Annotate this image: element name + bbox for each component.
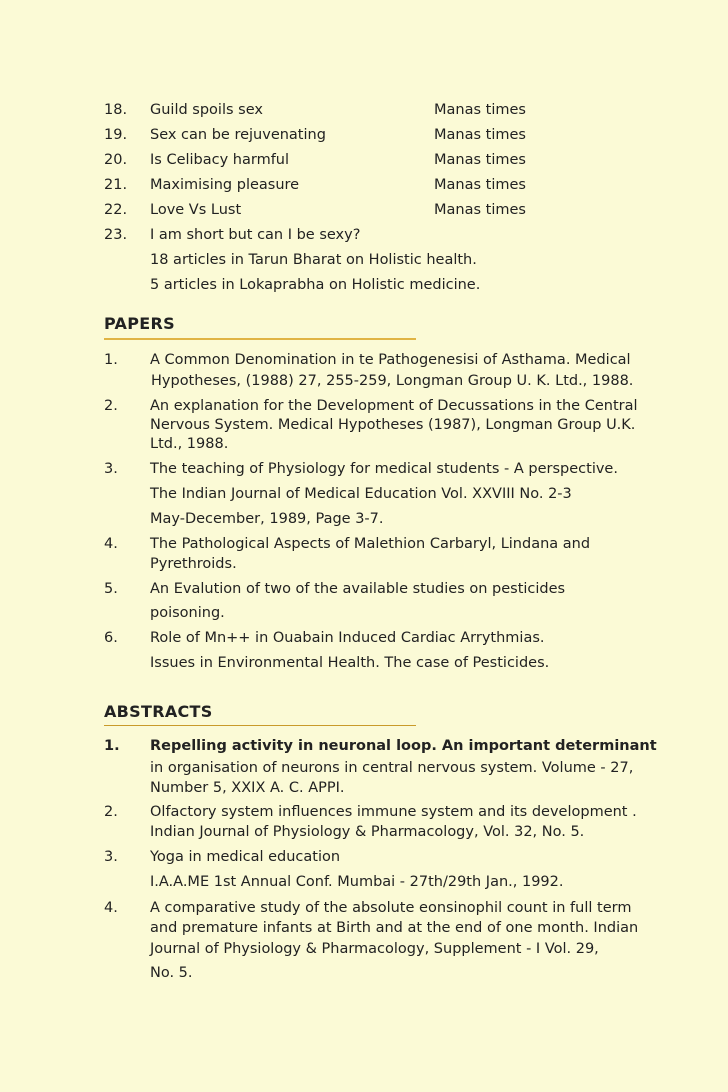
article-item: [0, 98, 728, 123]
paper-text: The Pathological Aspects of Malethion Carbaryl, Lindana and: [150, 536, 591, 552]
article-source: Manas times: [434, 202, 526, 218]
abstracts-divider: [104, 725, 416, 726]
article-title: Guild spoils sex: [150, 102, 263, 118]
article-note: [0, 273, 728, 298]
item-number: 2.: [104, 804, 118, 820]
item-number: 4.: [104, 536, 118, 552]
abstract-text: Journal of Physiology & Pharmacology, Supplement - I Vol. 29,: [150, 941, 599, 957]
papers-heading: PAPERS: [104, 314, 175, 333]
paper-item-continued: [0, 651, 728, 676]
article-title: Love Vs Lust: [150, 202, 242, 218]
item-number: 19.: [104, 127, 128, 143]
paper-text: A Common Denomination in te Pathogenesisi of Asthama. Medical: [150, 352, 631, 368]
abstract-item-continued: [0, 820, 728, 845]
item-number: 22.: [104, 202, 128, 218]
article-item: [0, 198, 728, 223]
abstract-text: in organisation of neurons in central nervous system. Volume - 27,: [150, 760, 634, 776]
paper-item-continued: [0, 369, 728, 394]
paper-item: [0, 626, 728, 651]
paper-item-continued: [0, 482, 728, 507]
article-item: [0, 148, 728, 173]
item-number: 1.: [104, 352, 118, 368]
abstract-text: Olfactory system influences immune system and its development .: [150, 804, 637, 820]
abstract-item-continued: [0, 937, 728, 962]
article-title: Is Celibacy harmful: [150, 152, 290, 168]
item-number: 20.: [104, 152, 128, 168]
abstract-text: I.A.A.ME 1st Annual Conf. Mumbai - 27th/29th Jan., 1992.: [150, 874, 564, 890]
paper-text: An Evalution of two of the available studies on pesticides: [150, 581, 566, 597]
paper-item-continued: [0, 552, 728, 577]
abstract-text: No. 5.: [150, 965, 193, 981]
item-number: 21.: [104, 177, 128, 193]
item-number: 1.: [104, 738, 120, 754]
paper-text: Issues in Environmental Health. The case of Pesticides.: [150, 655, 550, 671]
papers-divider: [104, 338, 416, 340]
item-number: 23.: [104, 227, 128, 243]
abstract-text: Number 5, XXIX A. C. APPI.: [150, 780, 345, 796]
item-number: 4.: [104, 900, 118, 916]
article-note-text: 5 articles in Lokaprabha on Holistic medicine.: [150, 277, 481, 293]
article-note-text: 18 articles in Tarun Bharat on Holistic health.: [150, 252, 477, 268]
paper-text: The teaching of Physiology for medical students - A perspective.: [150, 461, 618, 477]
abstract-item: [0, 845, 728, 870]
item-number: 18.: [104, 102, 128, 118]
paper-text: An explanation for the Development of Decussations in the Central: [150, 398, 638, 414]
paper-item: [0, 457, 728, 482]
article-source: Manas times: [434, 102, 526, 118]
paper-text: poisoning.: [150, 605, 225, 621]
item-number: 3.: [104, 461, 118, 477]
item-number: 6.: [104, 630, 118, 646]
article-source: Manas times: [434, 152, 526, 168]
paper-item-continued: [0, 432, 728, 457]
paper-item-continued: [0, 507, 728, 532]
paper-item-continued: [0, 601, 728, 626]
article-note: [0, 248, 728, 273]
article-item: [0, 123, 728, 148]
abstract-item-continued: [0, 961, 728, 986]
abstract-text: A comparative study of the absolute eonsinophil count in full term: [150, 900, 632, 916]
paper-text: May-December, 1989, Page 3-7.: [150, 511, 384, 527]
paper-text: Nervous System. Medical Hypotheses (1987), Longman Group U.K.: [150, 417, 636, 433]
abstract-text: Repelling activity in neuronal loop. An important determinant: [150, 738, 657, 754]
paper-text: The Indian Journal of Medical Education Vol. XXVIII No. 2-3: [150, 486, 572, 502]
article-title: I am short but can I be sexy?: [150, 227, 361, 243]
paper-text: Hypotheses, (1988) 27, 255-259, Longman Group U. K. Ltd., 1988.: [151, 373, 634, 389]
article-title: Sex can be rejuvenating: [150, 127, 326, 143]
article-item: [0, 173, 728, 198]
paper-text: Role of Mn++ in Ouabain Induced Cardiac Arrythmias.: [150, 630, 545, 646]
abstracts-heading: ABSTRACTS: [104, 702, 213, 721]
abstract-item-continued: [0, 870, 728, 895]
abstract-text: Indian Journal of Physiology & Pharmacology, Vol. 32, No. 5.: [150, 824, 585, 840]
paper-text: Ltd., 1988.: [150, 436, 229, 452]
article-title: Maximising pleasure: [150, 177, 300, 193]
paper-text: Pyrethroids.: [150, 556, 237, 572]
item-number: 3.: [104, 849, 118, 865]
abstract-text: Yoga in medical education: [150, 849, 341, 865]
abstract-text: and premature infants at Birth and at the end of one month. Indian: [150, 920, 639, 936]
item-number: 5.: [104, 581, 118, 597]
article-source: Manas times: [434, 127, 526, 143]
item-number: 2.: [104, 398, 118, 414]
article-item: [0, 223, 728, 248]
abstract-item-continued: [0, 776, 728, 801]
article-source: Manas times: [434, 177, 526, 193]
paper-item: [0, 577, 728, 602]
